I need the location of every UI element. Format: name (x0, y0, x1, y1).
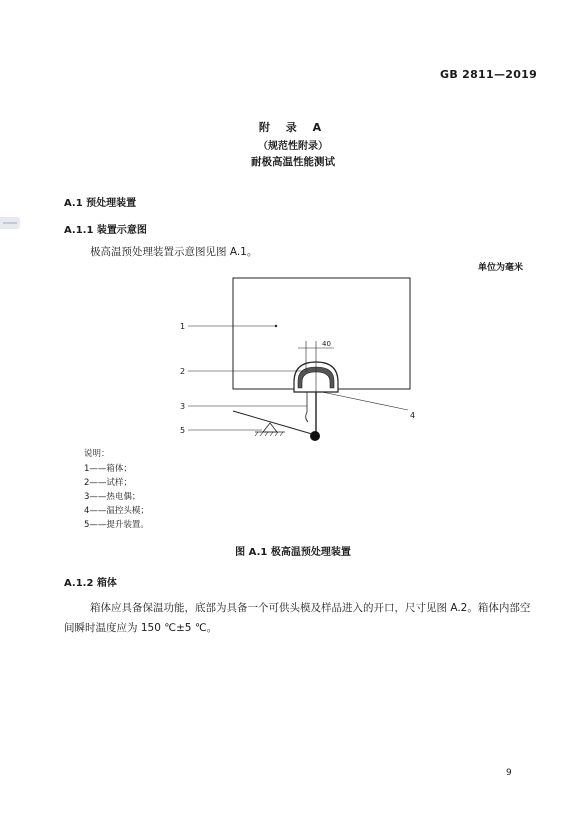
legend-item-5: 5——提升装置。 (84, 520, 149, 530)
callout-5: 5 (180, 426, 186, 435)
appendix-heading: 耐极高温性能测试 (251, 156, 335, 168)
callout-2: 2 (180, 367, 186, 376)
legend-item-3: 3——热电偶； (84, 492, 141, 502)
section-a1-heading: A.1 预处理装置 (64, 198, 137, 209)
leader-4 (322, 392, 408, 410)
figure-reference-paragraph: 极高温预处理装置示意图见图 A.1。 (90, 246, 258, 258)
thermocouple-wire (306, 392, 308, 422)
section-a11-heading: A.1.1 装置示意图 (64, 225, 147, 236)
section-a12-heading: A.1.2 箱体 (64, 578, 117, 589)
legend-item-1: 1——箱体； (84, 464, 132, 474)
dimension-label: 40 (322, 340, 331, 348)
callout-1: 1 (180, 322, 186, 331)
ground-hatching (255, 432, 283, 436)
standard-number: GB 2811—2019 (440, 68, 538, 81)
appendix-title: 附 录 A (258, 121, 328, 134)
pivot-ball (310, 431, 320, 441)
callout-4: 4 (410, 411, 416, 420)
chamber-description-paragraph: 箱体应具备保温功能，底部为具备一个可供头模及样品进入的开口，尺寸见图 A.2。箱体内部空间瞬时温度应为 150 ℃±5 ℃。 (64, 602, 531, 634)
callout-3: 3 (180, 402, 186, 411)
legend-item-4: 4——温控头模； (84, 506, 149, 516)
page-number: 9 (506, 768, 512, 778)
fulcrum (263, 423, 277, 432)
legend-item-2: 2——试样； (84, 478, 132, 488)
unit-note: 单位为毫米 (478, 263, 524, 273)
figure-caption: 图 A.1 极高温预处理装置 (235, 547, 351, 558)
legend-title: 说明： (84, 449, 110, 459)
appendix-subtitle: （规范性附录） (258, 141, 328, 152)
